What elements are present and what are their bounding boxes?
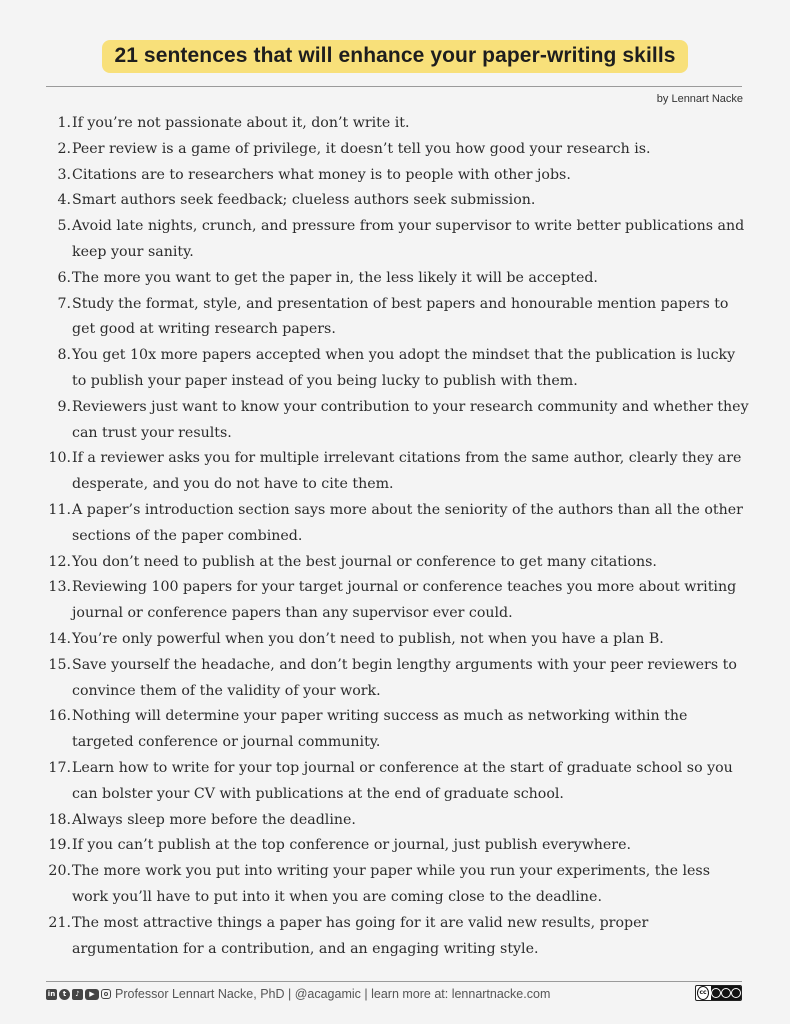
item-text: You get 10x more papers accepted when you adopt the mindset that the publication is lucky to publish your paper instead of you being lucky to publish with them. bbox=[72, 347, 736, 389]
item-number: 10. bbox=[48, 450, 71, 467]
instagram-icon[interactable] bbox=[101, 989, 111, 999]
item-text: You don’t need to publish at the best journal or conference to get many citations. bbox=[72, 553, 657, 570]
list-item bbox=[40, 395, 750, 447]
list-item bbox=[40, 292, 750, 344]
list-item bbox=[40, 911, 750, 963]
item-number: 3. bbox=[57, 166, 71, 183]
item-number: 8. bbox=[57, 347, 71, 364]
item-number: 13. bbox=[48, 579, 71, 596]
item-number: 14. bbox=[48, 630, 71, 647]
item-text: Reviewing 100 papers for your target journal or conference teaches you more about writing journal or conference papers than any supervisor ever could. bbox=[72, 579, 737, 622]
item-text: Nothing will determine your paper writing success as much as networking within the targeted conference or journal community. bbox=[72, 708, 688, 751]
list-item bbox=[40, 163, 750, 189]
item-number: 15. bbox=[48, 656, 71, 673]
author-byline: by Lennart Nacke bbox=[656, 93, 743, 105]
item-number: 20. bbox=[48, 863, 71, 880]
list-item bbox=[40, 653, 750, 705]
item-number: 18. bbox=[48, 811, 71, 828]
item-text: The more work you put into writing your paper while you run your experiments, the less work you’ll have to put into it when you are coming close to the deadline. bbox=[72, 863, 710, 905]
item-number: 6. bbox=[57, 269, 71, 286]
item-text: Peer review is a game of privilege, it doesn’t tell you how good your research is. bbox=[72, 140, 651, 157]
list-item bbox=[40, 188, 750, 214]
item-number: 21. bbox=[48, 914, 71, 931]
item-number: 1. bbox=[57, 115, 71, 131]
list-item bbox=[40, 137, 750, 163]
creative-commons-badge-icon bbox=[695, 985, 742, 1001]
list-item bbox=[40, 575, 750, 627]
item-text: If a reviewer asks you for multiple irrelevant citations from the same author, clearly they are desperate, and you do not have to cite them. bbox=[72, 450, 742, 493]
nc-icon bbox=[721, 988, 731, 998]
item-text: Citations are to researchers what money is to people with other jobs. bbox=[72, 166, 571, 183]
social-icons bbox=[46, 989, 111, 1000]
item-text: Avoid late nights, crunch, and pressure from your supervisor to write better publications and keep your sanity. bbox=[72, 218, 745, 260]
item-number: 7. bbox=[57, 295, 71, 312]
sentence-list bbox=[40, 111, 750, 962]
twitter-icon[interactable]: t bbox=[59, 989, 70, 1000]
list-item bbox=[40, 756, 750, 808]
tiktok-icon[interactable]: ♪ bbox=[72, 989, 83, 1000]
item-number: 5. bbox=[57, 218, 71, 235]
list-item bbox=[40, 111, 750, 137]
youtube-icon[interactable]: ▶ bbox=[85, 989, 99, 1000]
list-item bbox=[40, 833, 750, 859]
item-number: 11. bbox=[48, 501, 71, 518]
list-item bbox=[40, 704, 750, 756]
item-text: Save yourself the headache, and don’t begin lengthy arguments with your peer reviewers to convince them of the validity of your work. bbox=[72, 656, 737, 699]
list-item bbox=[40, 343, 750, 395]
item-text: Study the format, style, and presentation of best papers and honourable mention papers to get good at writing research papers. bbox=[72, 295, 729, 338]
top-divider bbox=[46, 86, 742, 87]
item-number: 12. bbox=[48, 553, 71, 570]
item-number: 4. bbox=[57, 192, 71, 209]
item-text: The most attractive things a paper has going for it are valid new results, proper argumentation for a contribution, and an engaging writing style. bbox=[72, 914, 649, 957]
list-item bbox=[40, 214, 750, 266]
item-text: You’re only powerful when you don’t need to publish, not when you have a plan B. bbox=[72, 630, 664, 647]
item-text: The more you want to get the paper in, the less likely it will be accepted. bbox=[72, 269, 598, 286]
item-text: Reviewers just want to know your contribution to your research community and whether they can trust your results. bbox=[72, 398, 749, 441]
footer-text: Professor Lennart Nacke, PhD | @acagamic | learn more at: lennartnacke.com bbox=[115, 987, 551, 1001]
item-text: Learn how to write for your top journal or conference at the start of graduate school so you can bolster your CV with publications at the end of graduate school. bbox=[72, 759, 733, 802]
item-number: 17. bbox=[48, 759, 71, 776]
list-item bbox=[40, 550, 750, 576]
nd-icon bbox=[731, 988, 741, 998]
title-container bbox=[0, 40, 790, 73]
by-icon bbox=[711, 988, 721, 998]
item-text: If you can’t publish at the top conference or journal, just publish everywhere. bbox=[72, 837, 631, 854]
item-number: 19. bbox=[48, 837, 71, 854]
list-item bbox=[40, 859, 750, 911]
item-number: 2. bbox=[57, 140, 71, 157]
item-text: Always sleep more before the deadline. bbox=[72, 811, 356, 828]
cc-icon: cc bbox=[697, 986, 709, 1000]
item-text: Smart authors seek feedback; clueless authors seek submission. bbox=[72, 192, 536, 209]
bottom-divider bbox=[46, 981, 742, 982]
item-number: 16. bbox=[48, 708, 71, 725]
item-number: 9. bbox=[57, 398, 71, 415]
list-item bbox=[40, 446, 750, 498]
page-title: 21 sentences that will enhance your paper-writing skills bbox=[102, 40, 687, 73]
linkedin-icon[interactable]: in bbox=[47, 989, 56, 998]
list-item bbox=[40, 266, 750, 292]
list-item bbox=[40, 498, 750, 550]
item-text: A paper’s introduction section says more about the seniority of the authors than all the other sections of the paper combined. bbox=[72, 501, 743, 544]
cc-license-icons bbox=[711, 986, 741, 1000]
item-text: If you’re not passionate about it, don’t write it. bbox=[72, 115, 410, 131]
list-item bbox=[40, 627, 750, 653]
list-item bbox=[40, 808, 750, 834]
footer bbox=[46, 985, 550, 1003]
